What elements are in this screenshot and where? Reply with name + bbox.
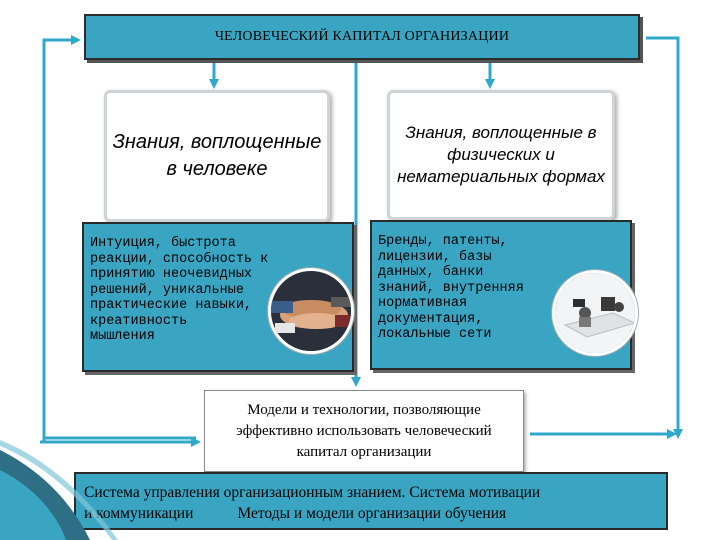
corner-decoration <box>0 430 120 540</box>
left-detail-line: креативность <box>90 313 188 329</box>
models-box <box>204 390 524 472</box>
left-detail-line: решений, уникальные <box>90 282 244 298</box>
left-detail-line: практические навыки, <box>90 298 253 313</box>
left-header-box <box>104 90 330 222</box>
left-header-text: Знания, воплощенные в человеке <box>112 131 322 180</box>
right-header-text: Знания, воплощенные в физических и нематериальных формах <box>397 123 605 186</box>
hands-photo <box>268 268 354 354</box>
left-detail-line: принятию неочевидных <box>90 267 253 282</box>
bottom-line-2a: и коммуникации <box>84 505 194 522</box>
right-detail-line: данных, банки <box>378 265 484 280</box>
title-text: ЧЕЛОВЕЧЕСКИЙ КАПИТАЛ ОРГАНИЗАЦИИ <box>214 29 510 44</box>
right-detail-line: лицензии, базы <box>378 249 492 265</box>
models-text: Модели и технологии, позволяющие эффективно использовать человеческий капитал организации <box>236 401 492 460</box>
right-detail-line: знаний, внутренняя <box>378 280 524 296</box>
left-detail-line: Интуиция, быстрота <box>90 236 236 251</box>
bottom-line-1: Система управления организационным знанием. Система мотивации <box>84 484 541 501</box>
office-desk-photo <box>552 270 638 356</box>
right-detail-line: нормативная <box>378 296 468 311</box>
left-detail-line: реакции, способность к <box>90 251 269 267</box>
title-box <box>84 14 640 60</box>
bottom-box <box>74 472 668 530</box>
bottom-line-2b: Методы и модели организации обучения <box>237 505 507 522</box>
arrow-right-loop <box>646 38 678 434</box>
right-detail-line: документация, <box>378 311 484 327</box>
right-header-box <box>387 90 615 220</box>
bottom-line-2 <box>84 503 660 524</box>
left-detail-line: мышления <box>90 329 155 344</box>
right-detail-line: Бренды, патенты, <box>378 234 508 249</box>
right-detail-line: локальные сети <box>378 327 492 342</box>
